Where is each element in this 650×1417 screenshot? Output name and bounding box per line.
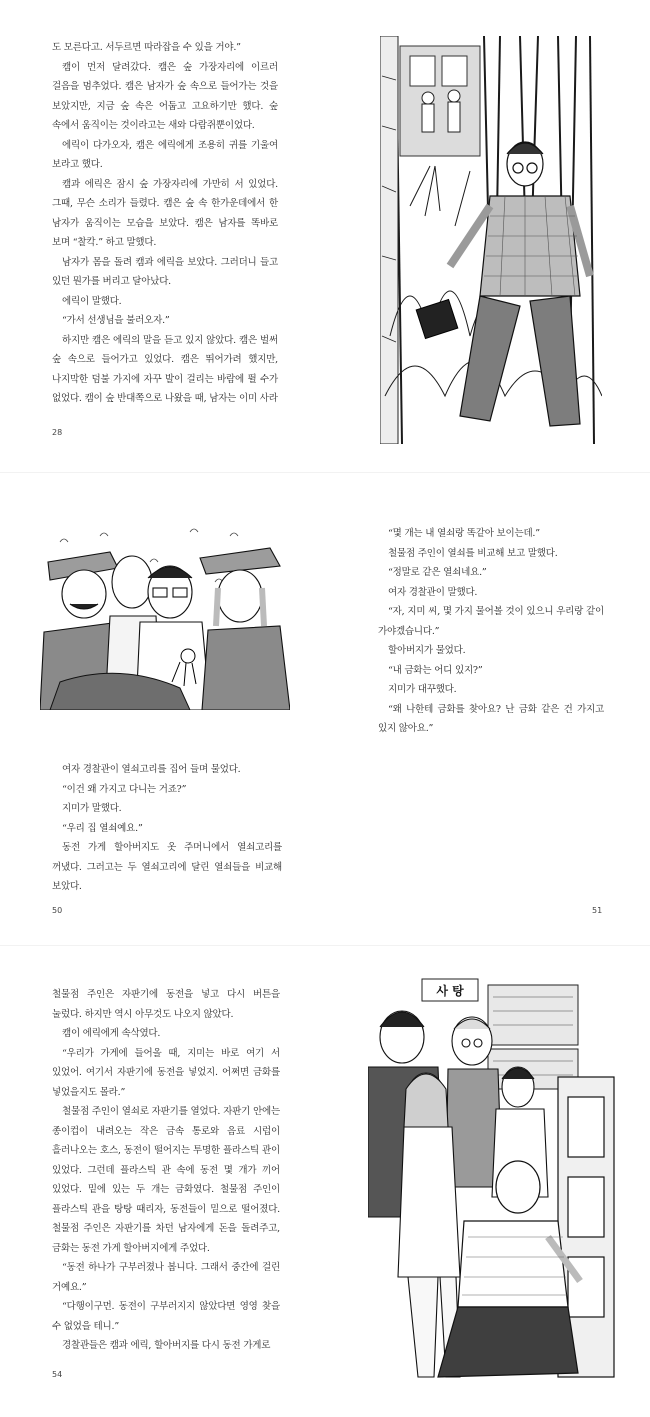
paragraph: 철물점 주인이 열쇠로 자판기를 열었다. 자판기 안에는 종이컵이 내려오는 작은 금속 통로와 음료 시럽이 흘러나오는 호스, 동전이 떨어지는 투명한 플라스틱 관이 있었다. 그런데 플라스틱 관 속에 동전 몇 개가 끼어 있었다. 밑에 있는 두 개는 금화였다. 철물점 주인이 플라스틱 관을 탕탕 때리자, 동전들이 밑으로 떨어졌다. 철물점 주인은 자판기를 차던 남자에게 돈을 돌려주고, 금화는 동전 가게 할아버지에게 주었다. bbox=[52, 1106, 280, 1254]
paragraph: 캠과 에릭은 잠시 숲 가장자리에 가만히 서 있었다. 그때, 무슨 소리가 들렸다. 캠은 숲 속 한가운데에서 한 남자가 움직이는 모습을 보았다. 캠은 남자를 똑바로 보며 “찰칵.” 하고 말했다. bbox=[52, 178, 278, 248]
paragraph: 여자 경찰관이 말했다. bbox=[388, 586, 478, 598]
page-54-text bbox=[52, 985, 280, 1356]
paragraph: “우리가 가게에 들어올 때, 지미는 바로 여기 서 있었어. 여기서 자판기에 동전을 넣었지. 어쩌면 금화를 넣었을지도 몰라.” bbox=[52, 1047, 280, 1098]
paragraph: 동전 가게 할아버지도 옷 주머니에서 열쇠고리를 꺼냈다. 그러고는 두 열쇠고리에 달린 열쇠들을 비교해 보았다. bbox=[52, 842, 282, 892]
paragraph: “내 금화는 어디 있지?” bbox=[388, 664, 483, 676]
paragraph: 남자가 몸을 돌려 캠과 에릭을 보았다. 그러더니 들고 있던 뭔가를 버리고 달아났다. bbox=[52, 256, 278, 287]
paragraph: “자, 지미 씨, 몇 가지 물어볼 것이 있으니 우리랑 같이 가야겠습니다.” bbox=[378, 606, 604, 637]
paragraph: “다행이구먼. 동전이 구부러지지 않았다면 영영 찾을 수 없었을 테니.” bbox=[52, 1301, 280, 1332]
page-number-50: 50 bbox=[52, 906, 63, 915]
paragraph: 캠이 에릭에게 속삭였다. bbox=[62, 1028, 161, 1039]
paragraph: 하지만 캠은 에릭의 말을 듣고 있지 않았다. 캠은 벌써 숲 속으로 들어가고 있었다. 캠은 뛰어가려 했지만, 나지막한 덤불 가지에 자꾸 발이 걸리는 바람에 뛸 수가 없었다. 캠이 숲 반대쪽으로 나왔을 때, 남자는 이미 사라 bbox=[52, 334, 278, 404]
police-station-illustration bbox=[40, 522, 290, 710]
page-number-54: 54 bbox=[52, 1370, 63, 1379]
forest-drawing bbox=[380, 36, 602, 444]
book-spread-1 bbox=[0, 0, 650, 472]
paragraph: 철물점 주인은 자판기에 동전을 넣고 다시 버튼을 눌렀다. 하지만 역시 아무것도 나오지 않았다. bbox=[52, 989, 280, 1020]
paragraph: 도 모른다고. 서두르면 따라잡을 수 있을 거야.” bbox=[52, 42, 241, 53]
candy-sign-text: 사 탕 bbox=[436, 984, 464, 998]
forest-illustration bbox=[380, 36, 602, 444]
page-51-text bbox=[378, 524, 604, 739]
paragraph: 할아버지가 물었다. bbox=[388, 645, 466, 656]
paragraph: “우리 집 열쇠예요.” bbox=[62, 822, 143, 834]
paragraph: 에릭이 말했다. bbox=[62, 295, 122, 307]
paragraph: 지미가 말했다. bbox=[62, 803, 122, 814]
paragraph: “이건 왜 가지고 다니는 거죠?” bbox=[62, 783, 187, 795]
page-28-text bbox=[52, 38, 278, 409]
police-drawing bbox=[40, 522, 290, 710]
paragraph: “왜 나한테 금화를 찾아요? 난 금화 같은 건 가지고 있지 않아요.” bbox=[378, 703, 604, 734]
paragraph: 에릭이 다가오자, 캠은 에릭에게 조용히 귀를 기울여 보라고 했다. bbox=[52, 139, 278, 170]
paragraph: “가서 선생님을 불러오자.” bbox=[62, 315, 170, 326]
page-number-28: 28 bbox=[52, 428, 63, 437]
page-50-text bbox=[52, 760, 282, 897]
paragraph: 경찰관들은 캠과 에릭, 할아버지를 다시 동전 가게로 bbox=[62, 1340, 271, 1351]
paragraph: 여자 경찰관이 열쇠고리를 집어 들며 물었다. bbox=[62, 764, 241, 775]
vending-machine-illustration bbox=[368, 977, 616, 1387]
store-drawing bbox=[368, 977, 616, 1387]
paragraph: 캠이 먼저 달려갔다. 캠은 숲 가장자리에 이르러 걸음을 멈추었다. 캠은 남자가 숲 속으로 들어가는 것을 보았지만, 지금 숲 속은 어둡고 고요하기만 했다. 숲 속에서 움직이는 것이라고는 새와 다람쥐뿐이었다. bbox=[52, 61, 278, 131]
paragraph: 지미가 대꾸했다. bbox=[388, 684, 457, 695]
paragraph: 철물점 주인이 열쇠를 비교해 보고 말했다. bbox=[388, 547, 558, 559]
paragraph: “몇 개는 내 열쇠랑 똑같아 보이는데.” bbox=[388, 528, 540, 539]
book-spread-2 bbox=[0, 472, 650, 945]
paragraph: “동전 하나가 구부러졌나 봅니다. 그래서 중간에 걸린 거예요.” bbox=[52, 1262, 280, 1293]
book-spread-3 bbox=[0, 945, 650, 1417]
page-number-51: 51 bbox=[592, 906, 603, 915]
paragraph: “정말로 같은 열쇠네요.” bbox=[388, 567, 487, 578]
